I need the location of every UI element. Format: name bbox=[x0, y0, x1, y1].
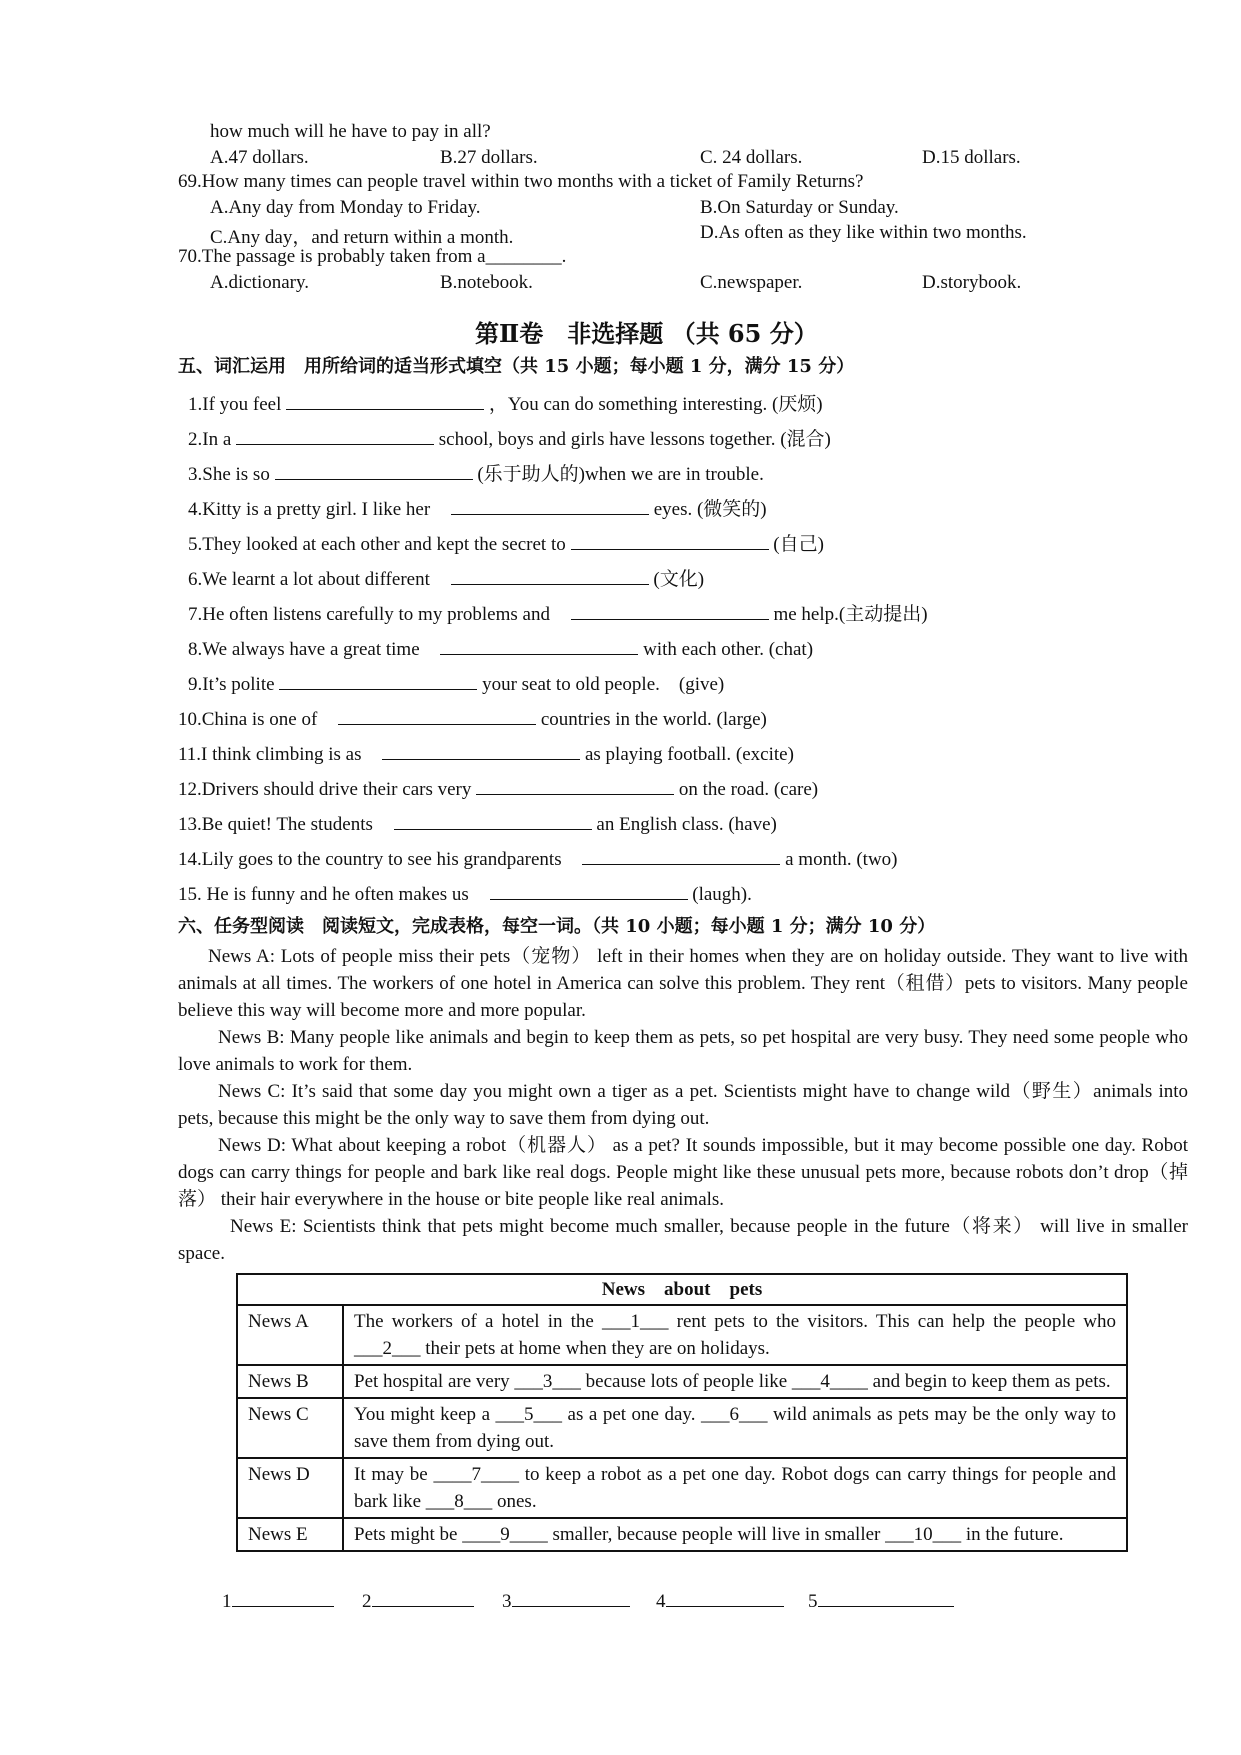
q68-option-b: B.27 dollars. bbox=[440, 147, 538, 168]
vocab-item: 10.China is one of countries in the world. (large) bbox=[178, 709, 767, 730]
vocab-item: 13.Be quiet! The students an English class. (have) bbox=[178, 814, 777, 835]
answer-blank[interactable] bbox=[571, 603, 769, 620]
row-text: Pets might be ____9____ smaller, because people will live in smaller ___10___ in the future. bbox=[343, 1518, 1127, 1551]
answer-slot: 2 bbox=[362, 1590, 474, 1611]
row-label: News B bbox=[237, 1365, 343, 1398]
row-text: It may be ____7____ to keep a robot as a pet one day. Robot dogs can carry things for people and bark like ___8___ ones. bbox=[343, 1458, 1127, 1518]
answer-blank[interactable] bbox=[666, 1590, 784, 1607]
q70-stem: 70.The passage is probably taken from a________. bbox=[178, 246, 567, 267]
q68-stem: how much will he have to pay in all? bbox=[210, 121, 491, 142]
q69-stem: 69.How many times can people travel within two months with a ticket of Family Returns? bbox=[178, 171, 864, 192]
row-label: News C bbox=[237, 1398, 343, 1458]
row-label: News A bbox=[237, 1305, 343, 1365]
table-row bbox=[237, 1305, 1127, 1365]
answer-slot: 4 bbox=[656, 1590, 784, 1611]
answer-blank[interactable] bbox=[451, 568, 649, 585]
answer-blank[interactable] bbox=[338, 708, 536, 725]
vocab-item: 12.Drivers should drive their cars very on the road. (care) bbox=[178, 779, 819, 800]
part-two-title: 第Ⅱ卷 非选择题 （共 65 分） bbox=[475, 319, 818, 348]
vocab-item: 14.Lily goes to the country to see his grandparents a month. (two) bbox=[178, 849, 898, 870]
vocab-item: 2.In a school, boys and girls have lessons together. (混合) bbox=[188, 429, 831, 450]
row-text: Pet hospital are very ___3___ because lots of people like ___4____ and begin to keep them as pets. bbox=[343, 1365, 1127, 1398]
q68-option-c: C. 24 dollars. bbox=[700, 147, 803, 168]
reading-passage bbox=[178, 943, 1188, 1267]
row-label: News E bbox=[237, 1518, 343, 1551]
q68-option-a: A.47 dollars. bbox=[210, 147, 309, 168]
answer-slot: 1 bbox=[222, 1590, 334, 1611]
vocab-item: 11.I think climbing is as as playing football. (excite) bbox=[178, 744, 794, 765]
table-row bbox=[237, 1365, 1127, 1398]
row-text: The workers of a hotel in the ___1___ rent pets to the visitors. This can help the people who ___2___ their pets at home when they are on holidays. bbox=[343, 1305, 1127, 1365]
news-d-paragraph: News D: What about keeping a robot（机器人） as a pet? It sounds impossible, but it may become possible one day. Robot dogs can carry things for people and bark like real dogs. People might like these unusual pets more, because robots don’t drop（掉落） their hair everywhere in the house or bite people like real animals. bbox=[178, 1135, 1188, 1210]
answer-blank[interactable] bbox=[275, 463, 473, 480]
q70-option-c: C.newspaper. bbox=[700, 272, 803, 293]
news-a-paragraph: News A: Lots of people miss their pets（宠物） left in their homes when they are on holiday outside. They want to live with animals at all times. The workers of one hotel in America can solve this problem. They rent（租借）pets to visitors. Many people believe this way will become more and more popular. bbox=[178, 946, 1188, 1021]
answer-blank[interactable] bbox=[490, 883, 688, 900]
section-five-heading: 五、词汇运用 用所给词的适当形式填空（共 15 小题；每小题 1 分，满分 15 分） bbox=[178, 356, 855, 377]
q69-option-b: B.On Saturday or Sunday. bbox=[700, 197, 899, 218]
answer-blank[interactable] bbox=[232, 1590, 334, 1607]
news-e-paragraph: News E: Scientists think that pets might become much smaller, because people in the future（将来） will live in smaller space. bbox=[178, 1216, 1188, 1264]
answer-blank[interactable] bbox=[512, 1590, 630, 1607]
answer-slot: 5 bbox=[808, 1590, 954, 1611]
news-c-paragraph: News C: It’s said that some day you might own a tiger as a pet. Scientists might have to change wild（野生）animals into pets, because this might be the only way to save them from dying out. bbox=[178, 1081, 1188, 1129]
vocab-item: 8.We always have a great time with each other. (chat) bbox=[188, 639, 814, 660]
q70-option-a: A.dictionary. bbox=[210, 272, 310, 293]
vocab-item: 1.If you feel ，You can do something interesting. (厌烦) bbox=[188, 394, 823, 415]
vocab-item: 3.She is so (乐于助人的)when we are in trouble. bbox=[188, 464, 764, 485]
answer-blank[interactable] bbox=[440, 638, 638, 655]
answer-blank[interactable] bbox=[582, 848, 780, 865]
vocab-item: 4.Kitty is a pretty girl. I like her eyes. (微笑的) bbox=[188, 499, 767, 520]
table-header-row bbox=[237, 1274, 1127, 1305]
row-text: You might keep a ___5___ as a pet one day. ___6___ wild animals as pets may be the only way to save them from dying out. bbox=[343, 1398, 1127, 1458]
answer-blank[interactable] bbox=[372, 1590, 474, 1607]
q69-option-c: C.Any day，and return within a month. bbox=[210, 227, 514, 248]
table-row bbox=[237, 1398, 1127, 1458]
q69-option-a: A.Any day from Monday to Friday. bbox=[210, 197, 481, 218]
vocab-item: 15. He is funny and he often makes us (laugh). bbox=[178, 884, 752, 905]
answer-slot: 3 bbox=[502, 1590, 630, 1611]
answer-blank[interactable] bbox=[476, 778, 674, 795]
answer-blank[interactable] bbox=[286, 393, 484, 410]
q68-option-d: D.15 dollars. bbox=[922, 147, 1021, 168]
answer-blank[interactable] bbox=[818, 1590, 954, 1607]
answer-blank[interactable] bbox=[236, 428, 434, 445]
vocab-item: 5.They looked at each other and kept the secret to (自己) bbox=[188, 534, 824, 555]
answer-blank[interactable] bbox=[382, 743, 580, 760]
q69-option-d: D.As often as they like within two months. bbox=[700, 222, 1027, 243]
vocab-item: 6.We learnt a lot about different (文化) bbox=[188, 569, 705, 590]
section-six-heading: 六、任务型阅读 阅读短文，完成表格，每空一词。（共 10 小题；每小题 1 分；满分 10 分） bbox=[178, 916, 936, 937]
table-title: News about pets bbox=[237, 1274, 1127, 1305]
q70-option-b: B.notebook. bbox=[440, 272, 533, 293]
row-label: News D bbox=[237, 1458, 343, 1518]
answer-blank[interactable] bbox=[451, 498, 649, 515]
table-row bbox=[237, 1458, 1127, 1518]
answer-blank[interactable] bbox=[571, 533, 769, 550]
answer-blank[interactable] bbox=[394, 813, 592, 830]
vocab-item: 7.He often listens carefully to my problems and me help.(主动提出) bbox=[188, 604, 928, 625]
news-table bbox=[236, 1273, 1128, 1552]
news-b-paragraph: News B: Many people like animals and begin to keep them as pets, so pet hospital are very busy. They need some people who love animals to work for them. bbox=[178, 1027, 1188, 1075]
table-row bbox=[237, 1518, 1127, 1551]
q70-option-d: D.storybook. bbox=[922, 272, 1022, 293]
answer-blank[interactable] bbox=[279, 673, 477, 690]
vocab-item: 9.It’s polite your seat to old people. (give) bbox=[188, 674, 725, 695]
